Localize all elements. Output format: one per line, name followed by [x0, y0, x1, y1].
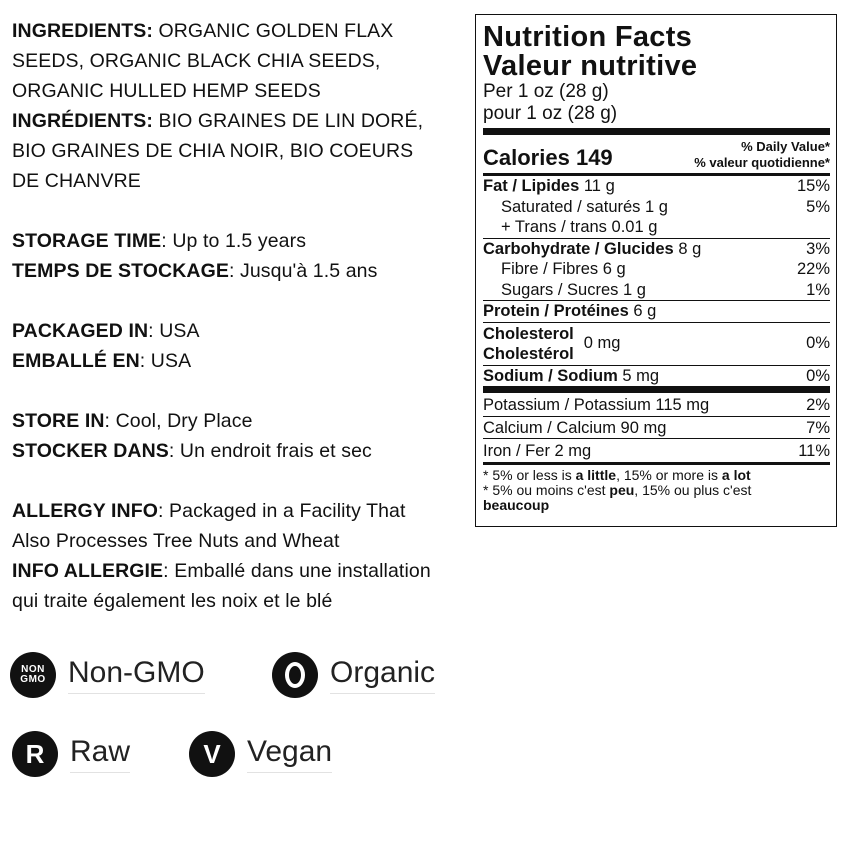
badge-organic — [272, 652, 435, 698]
badge-raw — [12, 731, 130, 777]
potassium-row: Potassium / Potassium 115 mg 2% — [483, 396, 830, 414]
allergy-info-fr-cont: qui traite également les noix et le blé — [12, 590, 333, 612]
footnote-fr-cont: beaucoup — [483, 496, 550, 513]
ingredients-fr-line-3: DE CHANVRE — [12, 170, 141, 192]
carbohydrate-row: Carbohydrate / Glucides 8 g 3% — [483, 239, 830, 258]
cholesterol-row: Cholesterol Cholestérol 0 mg 0% — [483, 324, 830, 363]
saturated-row: Saturated / saturés 1 g 5% — [501, 197, 830, 216]
fat-row: Fat / Lipides 11 g 15% — [483, 177, 830, 195]
ingredients-line-2: SEEDS, ORGANIC BLACK CHIA SEEDS, — [12, 50, 381, 72]
calories-row: Calories 149 % Daily Value* % valeur quotidienne* — [483, 139, 830, 170]
allergy-info-cont: Also Processes Tree Nuts and Wheat — [12, 530, 340, 552]
vegan-icon: V — [189, 731, 235, 777]
calcium-row: Calcium / Calcium 90 mg 7% — [483, 418, 830, 437]
trans-row: + Trans / trans 0.01 g — [501, 218, 658, 236]
badge-vegan — [189, 731, 332, 777]
fibre-row: Fibre / Fibres 6 g 22% — [501, 260, 830, 278]
raw-icon: R — [12, 731, 58, 777]
packaged-in: PACKAGED IN: USA — [12, 320, 200, 342]
badge-label-non-gmo: Non-GMO — [68, 656, 205, 694]
serving-size-en: Per 1 oz (28 g) — [483, 81, 609, 102]
daily-value-header-fr: % valeur quotidienne* — [694, 155, 830, 170]
non-gmo-icon: NON GMO — [10, 652, 56, 698]
storage-time: STORAGE TIME: Up to 1.5 years — [12, 230, 307, 252]
ingredients-line-1: INGREDIENTS: ORGANIC GOLDEN FLAX — [12, 20, 394, 42]
sugars-row: Sugars / Sucres 1 g 1% — [501, 280, 830, 299]
ingredients-line-3: ORGANIC HULLED HEMP SEEDS — [12, 80, 321, 102]
footnote-fr: * 5% ou moins c'est peu, 15% ou plus c'est — [483, 481, 752, 498]
product-info — [12, 16, 467, 616]
protein-row: Protein / Protéines 6 g — [483, 302, 657, 320]
calories-value: 149 — [575, 145, 613, 170]
badge-label-raw: Raw — [70, 735, 130, 773]
store-in: STORE IN: Cool, Dry Place — [12, 410, 253, 432]
iron-row: Iron / Fer 2 mg 11% — [483, 442, 830, 460]
daily-value-header-en: % Daily Value* — [741, 139, 830, 154]
nutrition-title-fr: Valeur nutritive — [483, 50, 698, 82]
allergy-info: ALLERGY INFO: Packaged in a Facility That — [12, 500, 406, 522]
serving-size-fr: pour 1 oz (28 g) — [483, 103, 618, 124]
badge-label-vegan: Vegan — [247, 735, 332, 773]
nutrition-title-en: Nutrition Facts — [483, 21, 693, 53]
storage-time-fr: TEMPS DE STOCKAGE: Jusqu'à 1.5 ans — [12, 260, 378, 282]
store-in-fr: STOCKER DANS: Un endroit frais et sec — [12, 440, 372, 462]
packaged-in-fr: EMBALLÉ EN: USA — [12, 350, 192, 372]
sodium-row: Sodium / Sodium 5 mg 0% — [483, 366, 830, 385]
ingredients-fr-line-2: BIO GRAINES DE CHIA NOIR, BIO COEURS — [12, 140, 414, 162]
ingredients-fr-line-1: INGRÉDIENTS: BIO GRAINES DE LIN DORÉ, — [12, 110, 424, 132]
organic-icon — [272, 652, 318, 698]
footnote-en: * 5% or less is a little, 15% or more is a lot — [483, 466, 751, 483]
badge-label-organic: Organic — [330, 656, 435, 694]
nutrition-facts-panel — [475, 14, 837, 527]
badge-non-gmo — [10, 652, 205, 698]
footnote — [483, 465, 830, 513]
allergy-info-fr: INFO ALLERGIE: Emballé dans une installation — [12, 560, 431, 582]
